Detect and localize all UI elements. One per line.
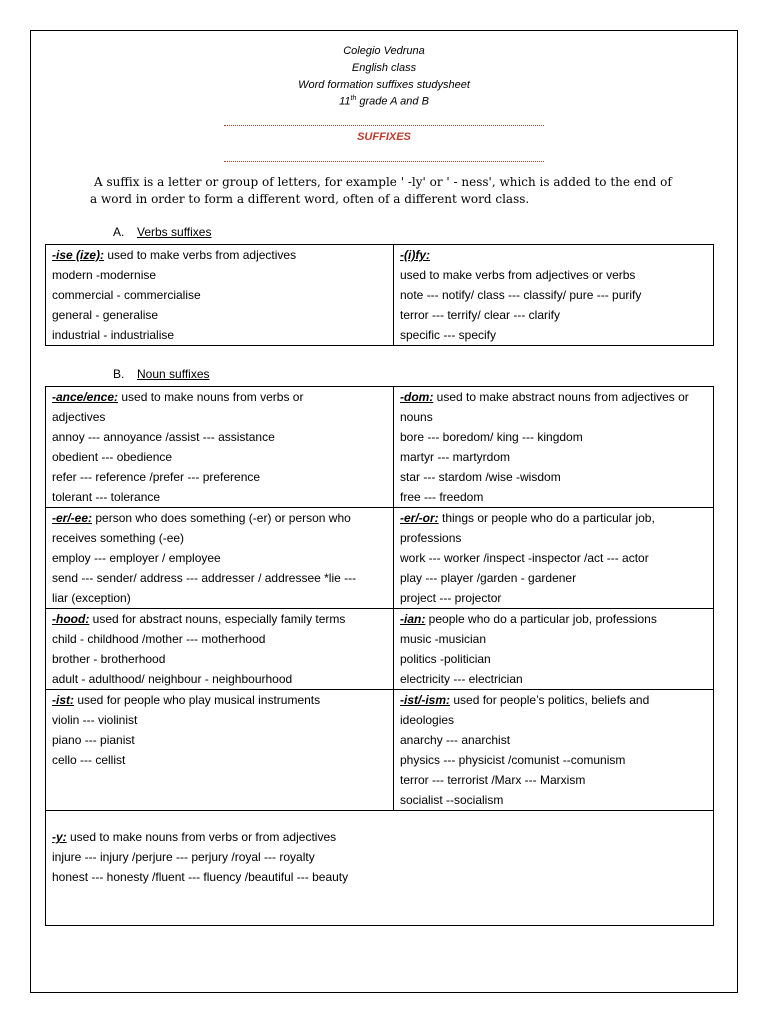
table-row xyxy=(46,508,714,609)
table-row xyxy=(46,690,714,811)
table-row xyxy=(46,811,714,926)
suffix-cell: -dom: used to make abstract nouns from adjectives or nouns bore --- boredom/ king --- kingdom martyr --- martyrdom star --- stardom /wise -wisdom free --- freedom xyxy=(394,387,714,508)
suffix-cell: -ist: used for people who play musical instruments violin --- violinist piano --- pianist cello --- cellist xyxy=(46,690,394,811)
table-row xyxy=(46,609,714,690)
suffix-cell: -ist/-ism: used for people’s politics, beliefs and ideologies anarchy --- anarchist physics --- physicist /comunist --comunism terror --- terrorist /Marx --- Marxism socialist --socialism xyxy=(394,690,714,811)
sheet-title: Word formation suffixes studysheet xyxy=(298,79,470,91)
section-b-heading: B. Noun suffixes xyxy=(113,367,210,381)
suffix-cell: -hood: used for abstract nouns, especially family terms child - childhood /mother --- motherhood brother - brotherhood adult - adulthood/ neighbour - neighbourhood xyxy=(46,609,394,690)
title-divider-top xyxy=(224,125,544,126)
suffix-cell: -ian: people who do a particular job, professions music -musician politics -politician electricity --- electrician xyxy=(394,609,714,690)
verb-suffix-table xyxy=(45,244,714,346)
table-row xyxy=(46,387,714,508)
page-title: SUFFIXES xyxy=(357,131,411,143)
suffix-cell: -er/-or: things or people who do a particular job, professions work --- worker /inspect -inspector /act --- actor play --- player /garden - gardener project --- projector xyxy=(394,508,714,609)
table-row xyxy=(46,245,714,346)
intro-paragraph: A suffix is a letter or group of letters, for example ' -ly' or ' - ness', which is added to the end of a word in order to form a different word, often of a different word class. xyxy=(90,175,672,206)
noun-suffix-table xyxy=(45,386,714,926)
section-a-heading: A. Verbs suffixes xyxy=(113,225,212,239)
suffix-cell: -y: used to make nouns from verbs or from adjectives injure --- injury /perjure --- perjury /royal --- royalty honest --- honesty /fluent --- fluency /beautiful --- beauty xyxy=(46,811,714,926)
suffix-cell: -(i)fy: used to make verbs from adjectives or verbs note --- notify/ class --- classify/ pure --- purify terror --- terrify/ clear --- clarify specific --- specify xyxy=(394,245,714,346)
suffix-cell: -er/-ee: person who does something (-er) or person who receives something (-ee) employ --- employer / employee send --- sender/ address --- addresser / addressee *lie --- liar (exception) xyxy=(46,508,394,609)
suffix-cell: -ise (ize): used to make verbs from adjectives modern -modernise commercial - commercialise general - generalise industrial - industrialise xyxy=(46,245,394,346)
suffix-cell: -ance/ence: used to make nouns from verbs or adjectives annoy --- annoyance /assist --- assistance obedient --- obedience refer --- reference /prefer --- preference tolerant --- tolerance xyxy=(46,387,394,508)
grade-line: 11th grade A and B xyxy=(339,95,429,108)
class-name: English class xyxy=(351,62,417,74)
school-name: Colegio Vedruna xyxy=(343,45,425,57)
title-divider-bottom xyxy=(224,161,544,162)
